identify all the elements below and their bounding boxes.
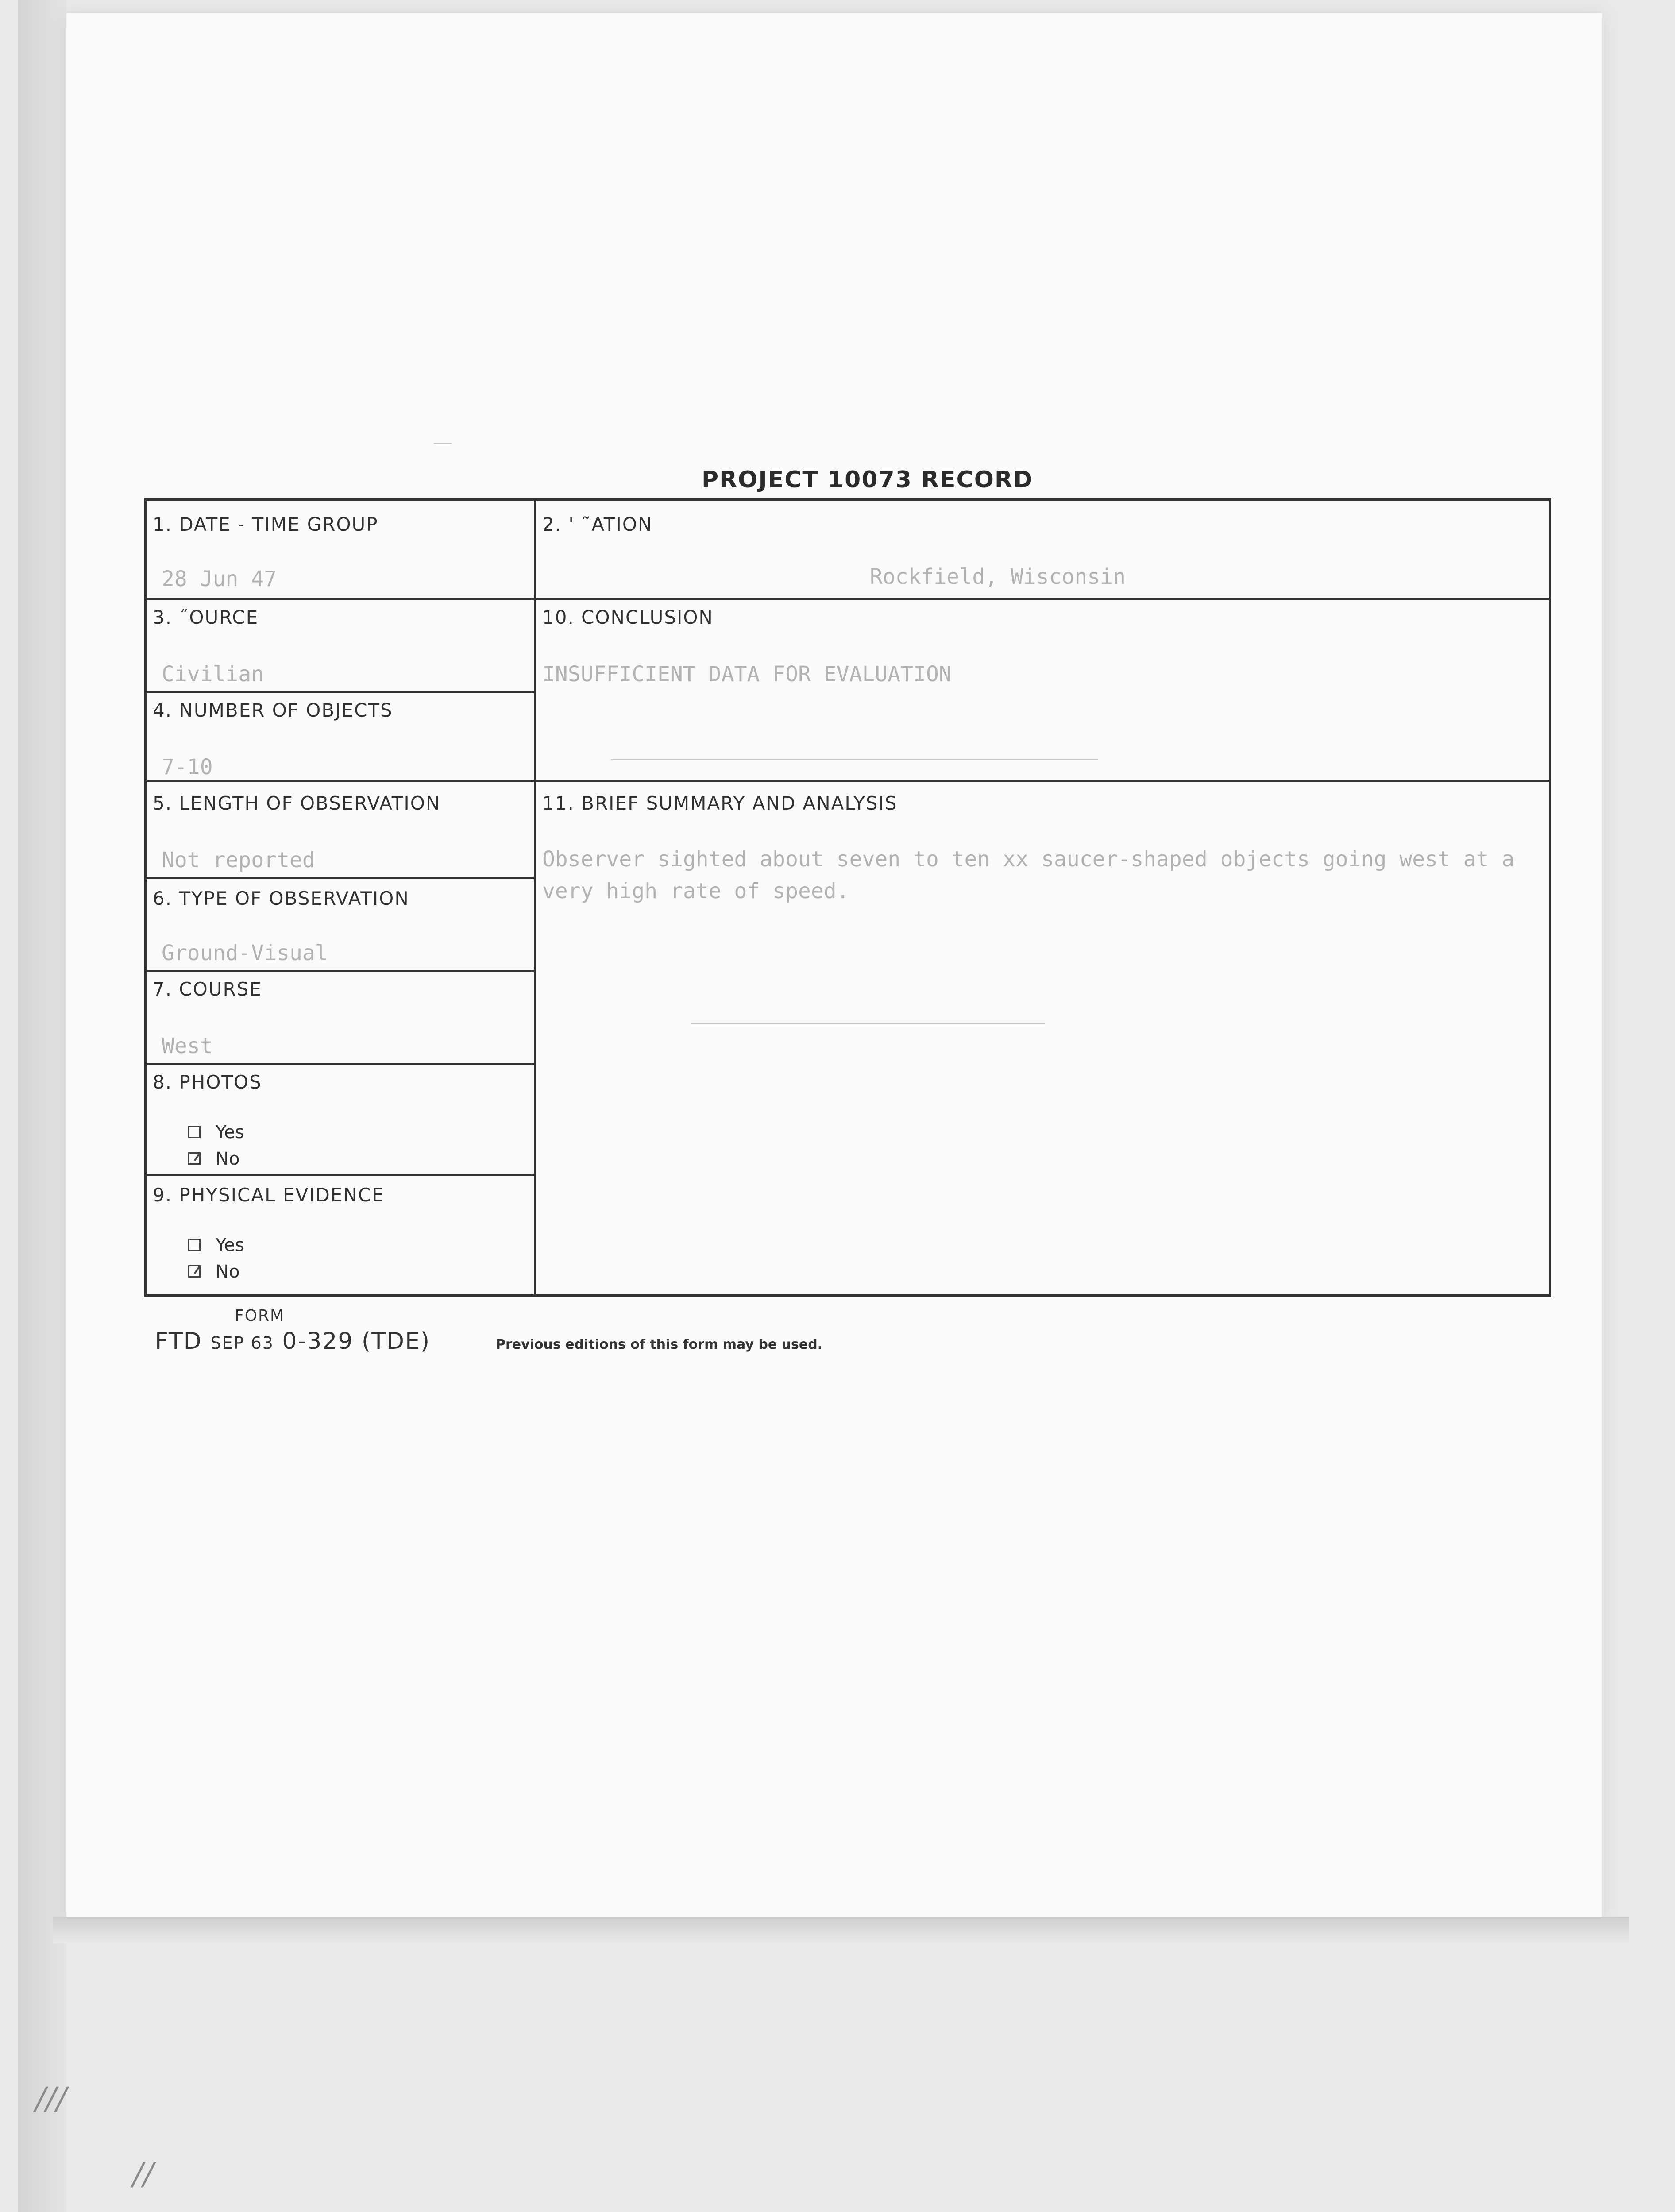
photos-no-label: No	[216, 1149, 240, 1169]
physical-evidence-no-option[interactable]	[188, 1262, 239, 1282]
footer-form-id-number: 0-329 (TDE)	[282, 1328, 431, 1355]
physical-evidence-yes-option[interactable]	[188, 1235, 244, 1255]
footer-form-word: FORM	[235, 1307, 285, 1325]
physical-evidence-label: 9. PHYSICAL EVIDENCE	[153, 1184, 385, 1206]
handwritten-mark: //	[133, 2156, 154, 2192]
type-of-observation-value: Ground-Visual	[162, 941, 328, 965]
photos-yes-option[interactable]	[188, 1122, 244, 1143]
row-divider	[147, 780, 534, 782]
summary-text: Observer sighted about seven to ten xx saucer-shaped objects going west at a very high rate of speed.	[542, 847, 1515, 903]
handwritten-mark: ///	[35, 2081, 67, 2117]
photos-no-option[interactable]	[188, 1149, 239, 1169]
physical-evidence-no-checkbox[interactable]	[188, 1265, 201, 1278]
number-of-objects-label: 4. NUMBER OF OBJECTS	[153, 699, 393, 721]
physical-evidence-yes-label: Yes	[216, 1235, 244, 1255]
footer-form-id-main: FTD	[155, 1328, 202, 1355]
length-of-observation-label: 5. LENGTH OF OBSERVATION	[153, 792, 441, 814]
physical-evidence-no-label: No	[216, 1262, 240, 1282]
date-time-group-value: 28 Jun 47	[162, 567, 277, 591]
photos-no-checkbox[interactable]	[188, 1152, 201, 1165]
photos-yes-label: Yes	[216, 1122, 244, 1143]
footer-note: Previous editions of this form may be used.	[496, 1337, 823, 1352]
photos-yes-checkbox[interactable]	[188, 1126, 201, 1138]
row-divider	[534, 780, 1550, 782]
conclusion-value: INSUFFICIENT DATA FOR EVALUATION	[542, 662, 952, 687]
source-label: 3. ˝OURCE	[153, 606, 259, 628]
course-label: 7. COURSE	[153, 978, 262, 1000]
faint-dash-mark	[434, 443, 452, 444]
number-of-objects-value: 7-10	[162, 755, 213, 780]
row-divider	[147, 691, 534, 693]
type-of-observation-label: 6. TYPE OF OBSERVATION	[153, 888, 409, 909]
source-value: Civilian	[162, 662, 264, 687]
date-time-group-label: 1. DATE - TIME GROUP	[153, 513, 378, 535]
photos-label: 8. PHOTOS	[153, 1071, 262, 1093]
location-label: 2. ' ˜ATION	[542, 513, 653, 535]
length-of-observation-value: Not reported	[162, 848, 315, 872]
footer-form-id	[155, 1328, 430, 1355]
summary-label: 11. BRIEF SUMMARY AND ANALYSIS	[542, 792, 898, 814]
location-value: Rockfield, Wisconsin	[870, 564, 1126, 589]
row-divider	[147, 1174, 534, 1176]
conclusion-label: 10. CONCLUSION	[542, 606, 714, 628]
faint-dash-line	[691, 1023, 1045, 1024]
row-divider	[147, 598, 534, 600]
row-divider	[534, 598, 1550, 600]
physical-evidence-yes-checkbox[interactable]	[188, 1239, 201, 1251]
course-value: West	[162, 1034, 213, 1058]
scan-bottom-edge	[53, 1917, 1629, 1943]
column-divider	[534, 501, 536, 1294]
row-divider	[147, 1063, 534, 1065]
footer-form-id-date: SEP 63	[210, 1333, 274, 1353]
row-divider	[147, 877, 534, 879]
faint-dash-line	[611, 759, 1098, 760]
record-title: PROJECT 10073 RECORD	[702, 467, 1034, 493]
scan-left-edge	[18, 0, 66, 2212]
row-divider	[147, 970, 534, 972]
